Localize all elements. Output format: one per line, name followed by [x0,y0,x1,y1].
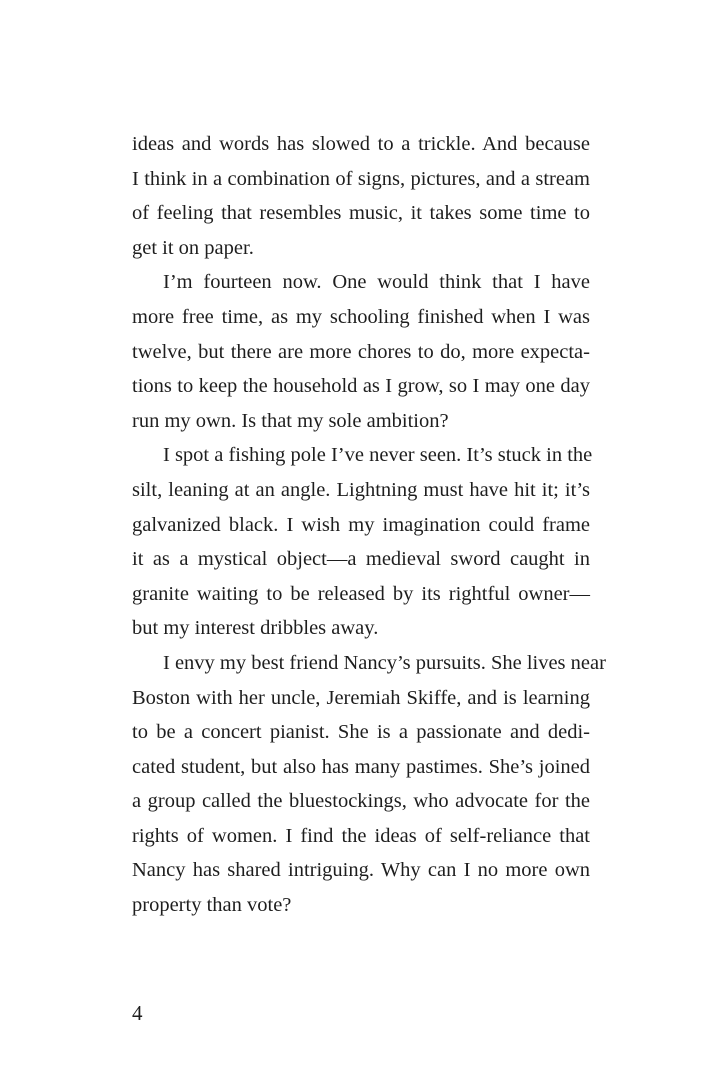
text-line: silt, leaning at an angle. Lightning must have hit it; it’s [132,478,590,501]
text-line: I think in a combination of signs, pictures, and a stream [132,167,590,190]
text-line: rights of women. I find the ideas of self-reliance that [132,824,590,847]
text-line: ideas and words has slowed to a trickle. And because [132,133,590,155]
text-line: I spot a fishing pole I’ve never seen. It’s stuck in the [163,444,593,467]
text-line: to be a concert pianist. She is a passionate and dedi- [132,721,590,744]
text-line: property than vote? [132,894,292,917]
text-line: run my own. Is that my sole ambition? [132,409,449,432]
text-line: Boston with her uncle, Jeremiah Skiffe, and is learning [132,686,590,709]
text-line: Nancy has shared intriguing. Why can I no more own [132,859,590,882]
body-text [132,127,606,923]
text-line: a group called the bluestockings, who advocate for the [132,790,590,813]
text-line: of feeling that resembles music, it takes some time to [132,202,590,225]
page-number: 4 [132,1001,143,1025]
text-line: I’m fourteen now. One would think that I have [163,271,590,294]
text-line: tions to keep the household as I grow, so I may one day [132,375,590,398]
text-line: more free time, as my schooling finished when I was [132,305,590,328]
text-line: but my interest dribbles away. [132,617,379,640]
text-line: granite waiting to be released by its rightful owner— [132,582,590,605]
text-line: galvanized black. I wish my imagination could frame [132,513,590,536]
text-line: cated student, but also has many pastimes. She’s joined [132,755,590,778]
text-line: get it on paper. [132,236,254,259]
text-line: I envy my best friend Nancy’s pursuits. She lives near [163,651,606,674]
text-line: twelve, but there are more chores to do, more expecta- [132,340,590,363]
text-line: it as a mystical object—a medieval sword caught in [132,548,590,571]
